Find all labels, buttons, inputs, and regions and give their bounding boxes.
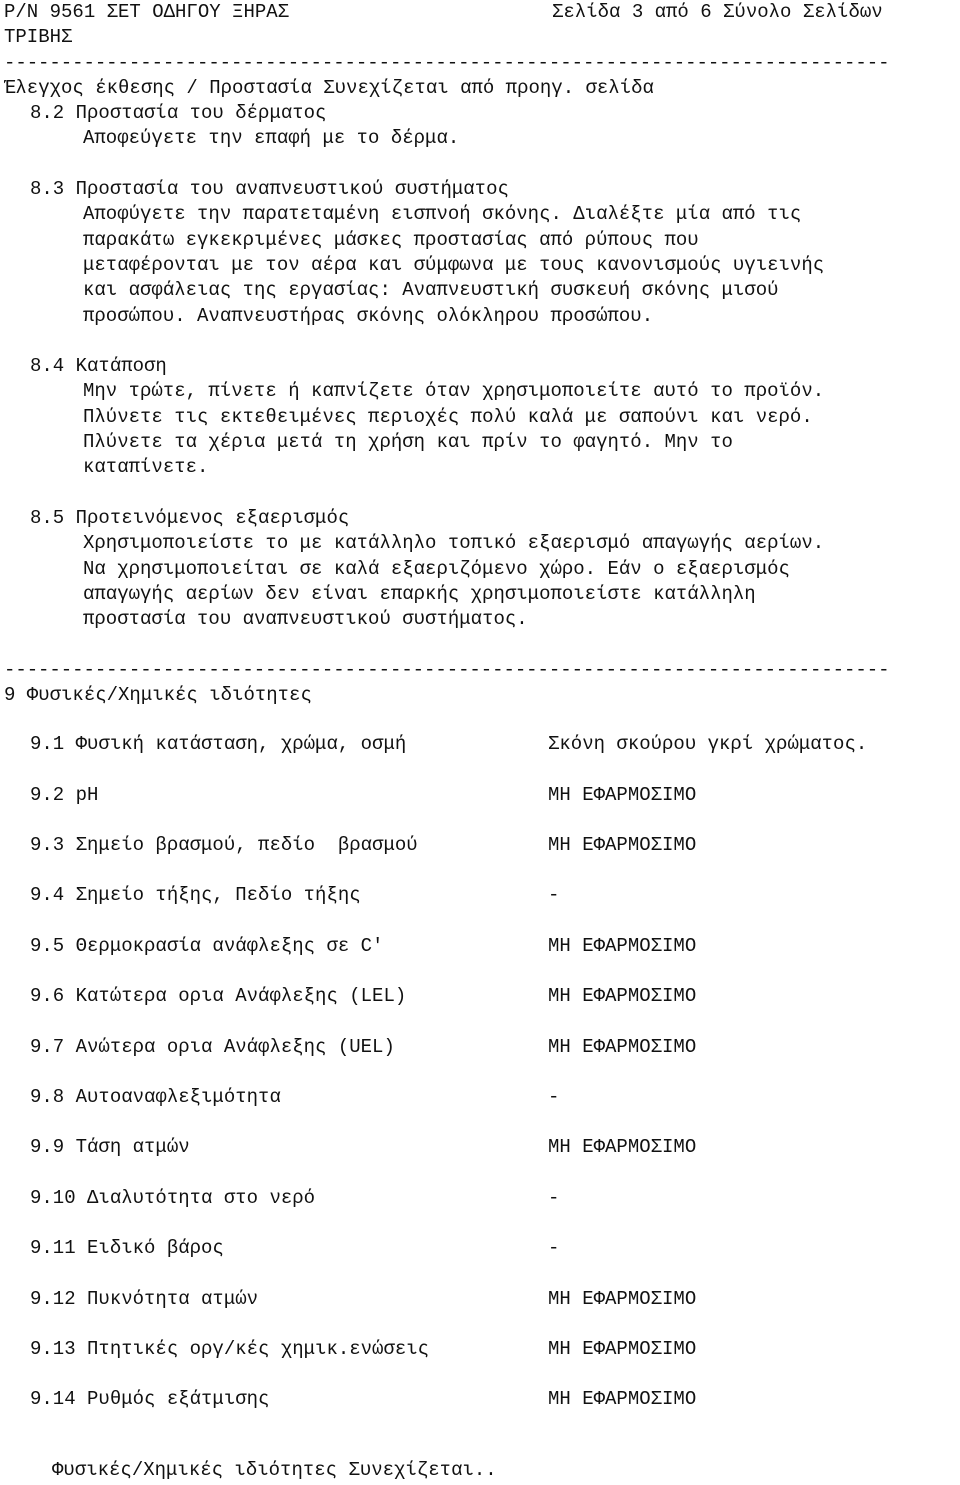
property-name: 9.6 Κατώτερα ορια Ανάφλεξης (LEL) xyxy=(30,985,407,1008)
property-value: ΜΗ ΕΦΑΡΜΟΣΙΜΟ xyxy=(548,1338,697,1360)
property-name: 9.10 Διαλυτότητα στο νερό xyxy=(30,1186,316,1209)
property-name: 9.2 pH xyxy=(30,783,99,806)
property-name: 9.3 Σημείο βρασμού, πεδίο βρασμού xyxy=(30,834,418,857)
property-row xyxy=(4,1287,960,1337)
property-name: 9.8 Αυτοαναφλεξιμότητα xyxy=(30,1086,281,1109)
property-value: ΜΗ ΕΦΑΡΜΟΣΙΜΟ xyxy=(548,934,697,957)
property-row xyxy=(4,1085,960,1135)
property-row xyxy=(4,984,960,1034)
section-8-4-text: Μην τρώτε, πίνετε ή καπνίζετε όταν χρησιμοποιείτε αυτό το προϊόν. xyxy=(83,380,825,403)
property-value: - xyxy=(548,1237,560,1260)
continued-note: Φυσικές/Χημικές ιδιότητες Συνεχίζεται.. xyxy=(52,1459,497,1481)
property-value: ΜΗ ΕΦΑΡΜΟΣΙΜΟ xyxy=(548,1035,697,1058)
property-value: ΜΗ ΕΦΑΡΜΟΣΙΜΟ xyxy=(548,834,697,857)
section-8-5-text: προστασία του αναπνευστικού συστήματος. xyxy=(83,608,528,631)
property-name: 9.1 Φυσική κατάσταση, χρώμα, οσμή xyxy=(30,733,407,756)
section-8-3-text: προσώπου. Αναπνευστήρας σκόνης ολόκληρου προσώπου. xyxy=(83,304,654,327)
property-value: Σκόνη σκούρου γκρί χρώματος. xyxy=(548,733,868,756)
section-9 xyxy=(4,683,960,1438)
property-value: - xyxy=(548,1186,560,1209)
section-8-4-text: καταπίνετε. xyxy=(83,456,209,479)
section-8-3-text: μεταφέρονται με τον αέρα και σύμφωνα με τους κανονισμούς υγιεινής xyxy=(83,253,825,276)
property-row xyxy=(4,833,960,883)
property-name: 9.14 Ρυθμός εξάτμισης xyxy=(30,1388,270,1411)
section-8-4-title: 8.4 Κατάποση xyxy=(30,355,167,378)
property-name: 9.13 Πτητικές οργ/κές χημικ.ενώσεις xyxy=(30,1338,430,1360)
section-8-5-text: Να χρησιμοποιείται σε καλά εξαεριζόμενο χώρο. Εάν ο εξαερισμός xyxy=(83,557,790,580)
property-name: 9.9 Τάση ατμών xyxy=(30,1136,190,1159)
property-row xyxy=(4,1186,960,1236)
section-8-2-text: Αποφεύγετε την επαφή με το δέρμα. xyxy=(83,127,460,150)
property-name: 9.12 Πυκνότητα ατμών xyxy=(30,1287,259,1310)
property-row xyxy=(4,883,960,933)
property-name: 9.11 Ειδικό βάρος xyxy=(30,1237,224,1260)
property-value: - xyxy=(548,884,560,907)
property-row xyxy=(4,732,960,782)
section-8-3-text: παρακάτω εγκεκριμένες μάσκες προστασίας από ρύπους που xyxy=(83,228,699,251)
section-8-3-text: και ασφάλειας της εργασίας: Αναπνευστική συσκευή σκόνης μισού xyxy=(83,279,779,302)
product-title: P/N 9561 ΣΕΤ ΟΔΗΓΟΥ ΞΗΡΑΣ xyxy=(4,1,290,23)
property-value: - xyxy=(548,1086,560,1109)
property-row xyxy=(4,1337,960,1387)
section-separator: ------------------------------------------------------------------------------ xyxy=(4,658,890,681)
property-value: ΜΗ ΕΦΑΡΜΟΣΙΜΟ xyxy=(548,1388,697,1411)
section-8-continued: Έλεγχος έκθεσης / Προστασία Συνεχίζεται από προηγ. σελίδα xyxy=(4,76,654,99)
property-row xyxy=(4,1035,960,1085)
section-8-2-title: 8.2 Προστασία του δέρματος xyxy=(30,102,327,125)
property-row xyxy=(4,1236,960,1286)
property-row xyxy=(4,1387,960,1437)
section-8 xyxy=(4,76,960,658)
section-8-5-text: απαγωγής αερίων δεν είναι επαρκής χρησιμοποιείστε κατάλληλη xyxy=(83,582,756,605)
page-counter: Σελίδα 3 από 6 Σύνολο Σελίδων xyxy=(552,1,883,23)
property-row xyxy=(4,783,960,833)
section-8-5-text: Χρησιμοποιείστε το με κατάλληλο τοπικό εξαερισμό απαγωγής αερίων. xyxy=(83,532,825,555)
properties-table xyxy=(4,732,960,1437)
property-value: ΜΗ ΕΦΑΡΜΟΣΙΜΟ xyxy=(548,985,697,1008)
section-9-title: 9 Φυσικές/Χημικές ιδιότητες xyxy=(4,684,312,707)
property-row xyxy=(4,1135,960,1185)
property-value: ΜΗ ΕΦΑΡΜΟΣΙΜΟ xyxy=(548,1287,697,1310)
property-name: 9.4 Σημείο τήξης, Πεδίο τήξης xyxy=(30,884,361,907)
document-page xyxy=(4,0,960,1438)
section-8-4-text: Πλύνετε τα χέρια μετά τη χρήση και πρίν το φαγητό. Μην το xyxy=(83,431,733,454)
property-name: 9.5 Θερμοκρασία ανάφλεξης σε C' xyxy=(30,934,384,957)
section-8-3-text: Αποφύγετε την παρατεταμένη εισπνοή σκόνης. Διαλέξτε μία από τις xyxy=(83,203,802,226)
section-8-3-title: 8.3 Προστασία του αναπνευστικού συστήματος xyxy=(30,178,509,201)
section-8-4-text: Πλύνετε τις εκτεθειμένες περιοχές πολύ καλά με σαπούνι και νερό. xyxy=(83,405,813,428)
property-name: 9.7 Ανώτερα ορια Ανάφλεξης (UEL) xyxy=(30,1035,395,1058)
page-header xyxy=(4,0,960,51)
top-separator: ------------------------------------------------------------------------------ xyxy=(4,51,890,74)
section-8-5-title: 8.5 Προτεινόμενος εξαερισμός xyxy=(30,506,350,529)
property-value: ΜΗ ΕΦΑΡΜΟΣΙΜΟ xyxy=(548,783,697,806)
property-value: ΜΗ ΕΦΑΡΜΟΣΙΜΟ xyxy=(548,1136,697,1159)
product-title-continued: ΤΡΙΒΗΣ xyxy=(4,26,73,49)
property-row xyxy=(4,934,960,984)
